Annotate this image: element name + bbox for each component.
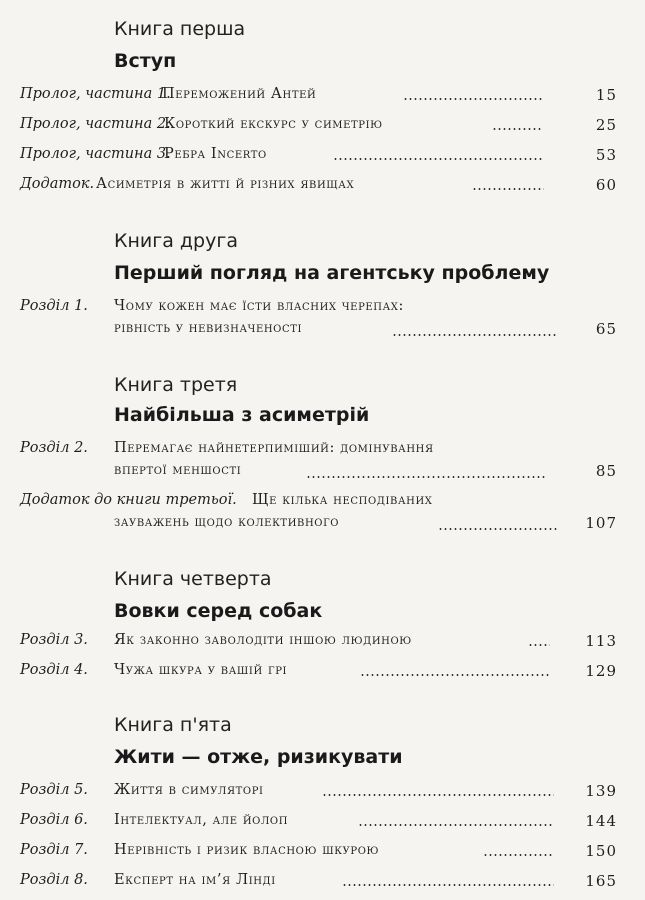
entry-title: Життя в симуляторі xyxy=(114,782,264,798)
book-label: Книга перша xyxy=(114,18,246,40)
dot-leader xyxy=(333,158,543,160)
entry-title: Нерівність і ризик власною шкурою xyxy=(114,842,380,858)
page-number: 53 xyxy=(595,146,617,164)
toc-entry[interactable] xyxy=(0,782,645,804)
entry-title: Чужа шкура у вашій грі xyxy=(114,662,288,678)
dot-leader xyxy=(342,884,554,886)
toc-entry[interactable] xyxy=(0,440,645,486)
entry-title: Ребра Incerto xyxy=(164,146,267,162)
entry-label: Пролог, частина 3. xyxy=(20,146,171,162)
dot-leader xyxy=(472,188,544,190)
page-number: 139 xyxy=(585,782,617,800)
book-label: Книга четверта xyxy=(114,568,272,590)
entry-label: Розділ 3. xyxy=(20,632,88,648)
dot-leader xyxy=(322,794,554,796)
toc-entry[interactable] xyxy=(0,146,645,168)
page-number: 144 xyxy=(585,812,617,830)
dot-leader xyxy=(358,824,554,826)
entry-title: Короткий екскурс у симетрію xyxy=(164,116,383,132)
toc-entry[interactable] xyxy=(0,86,645,108)
dot-leader xyxy=(528,644,550,646)
entry-label: Розділ 5. xyxy=(20,782,88,798)
entry-label: Пролог, частина 1. xyxy=(20,86,171,102)
dot-leader xyxy=(306,476,546,478)
toc-entry[interactable] xyxy=(0,298,645,344)
toc-entry[interactable] xyxy=(0,662,645,684)
entry-label: Розділ 8. xyxy=(20,872,88,888)
entry-title: Як законно заволодіти іншою людиною xyxy=(114,632,412,648)
toc-entry[interactable] xyxy=(0,872,645,894)
page-number: 165 xyxy=(585,872,617,890)
book-title: Перший погляд на агентську проблему xyxy=(114,262,550,284)
book-title: Вовки серед собак xyxy=(114,600,323,622)
dot-leader xyxy=(360,674,550,676)
entry-title: Асиметрія в житті й різних явищах xyxy=(96,176,355,192)
entry-label: Додаток. xyxy=(20,176,95,192)
toc-entry[interactable] xyxy=(0,842,645,864)
entry-title: Перемагає найнетерпиміший: домінування xyxy=(114,440,434,456)
page-number: 129 xyxy=(585,662,617,680)
entry-label: Розділ 6. xyxy=(20,812,88,828)
page-number: 65 xyxy=(595,320,617,338)
dot-leader xyxy=(403,98,543,100)
entry-label: Розділ 4. xyxy=(20,662,88,678)
entry-title-continued: зауважень щодо колективного xyxy=(114,514,340,530)
dot-leader xyxy=(392,334,557,336)
entry-label: Пролог, частина 2. xyxy=(20,116,171,132)
entry-label: Розділ 1. xyxy=(20,298,88,314)
book-title: Найбільша з асиметрій xyxy=(114,404,370,426)
entry-title: Експерт на ім’я Лінді xyxy=(114,872,276,888)
page-number: 60 xyxy=(595,176,617,194)
entry-title: Переможений Антей xyxy=(162,86,317,102)
entry-title: Чому кожен має їсти власних черепах: xyxy=(114,298,405,314)
book-title: Жити — отже, ризикувати xyxy=(114,746,403,768)
page-number: 150 xyxy=(585,842,617,860)
book-label: Книга п'ята xyxy=(114,714,232,736)
toc-entry[interactable] xyxy=(0,812,645,834)
dot-leader xyxy=(492,128,542,130)
entry-title-continued: впертої меншості xyxy=(114,462,242,478)
entry-title-continued: рівність у невизначеності xyxy=(114,320,303,336)
entry-title: Інтелектуал, але йолоп xyxy=(114,812,289,828)
dot-leader xyxy=(438,528,558,530)
toc-entry[interactable] xyxy=(0,116,645,138)
page-number: 25 xyxy=(595,116,617,134)
book-label: Книга третя xyxy=(114,374,238,396)
entry-title: Ще кілька несподіваних xyxy=(252,492,433,508)
page-number: 113 xyxy=(585,632,617,650)
entry-label: Розділ 2. xyxy=(20,440,88,456)
page-number: 15 xyxy=(595,86,617,104)
book-title: Вступ xyxy=(114,50,177,72)
toc-entry[interactable] xyxy=(0,632,645,654)
book-label: Книга друга xyxy=(114,230,238,252)
toc-entry[interactable] xyxy=(0,492,645,538)
toc-entry[interactable] xyxy=(0,176,645,198)
dot-leader xyxy=(483,854,553,856)
entry-label: Додаток до книги третьої. xyxy=(20,492,237,508)
page-number: 85 xyxy=(595,462,617,480)
entry-label: Розділ 7. xyxy=(20,842,88,858)
page-number: 107 xyxy=(585,514,617,532)
